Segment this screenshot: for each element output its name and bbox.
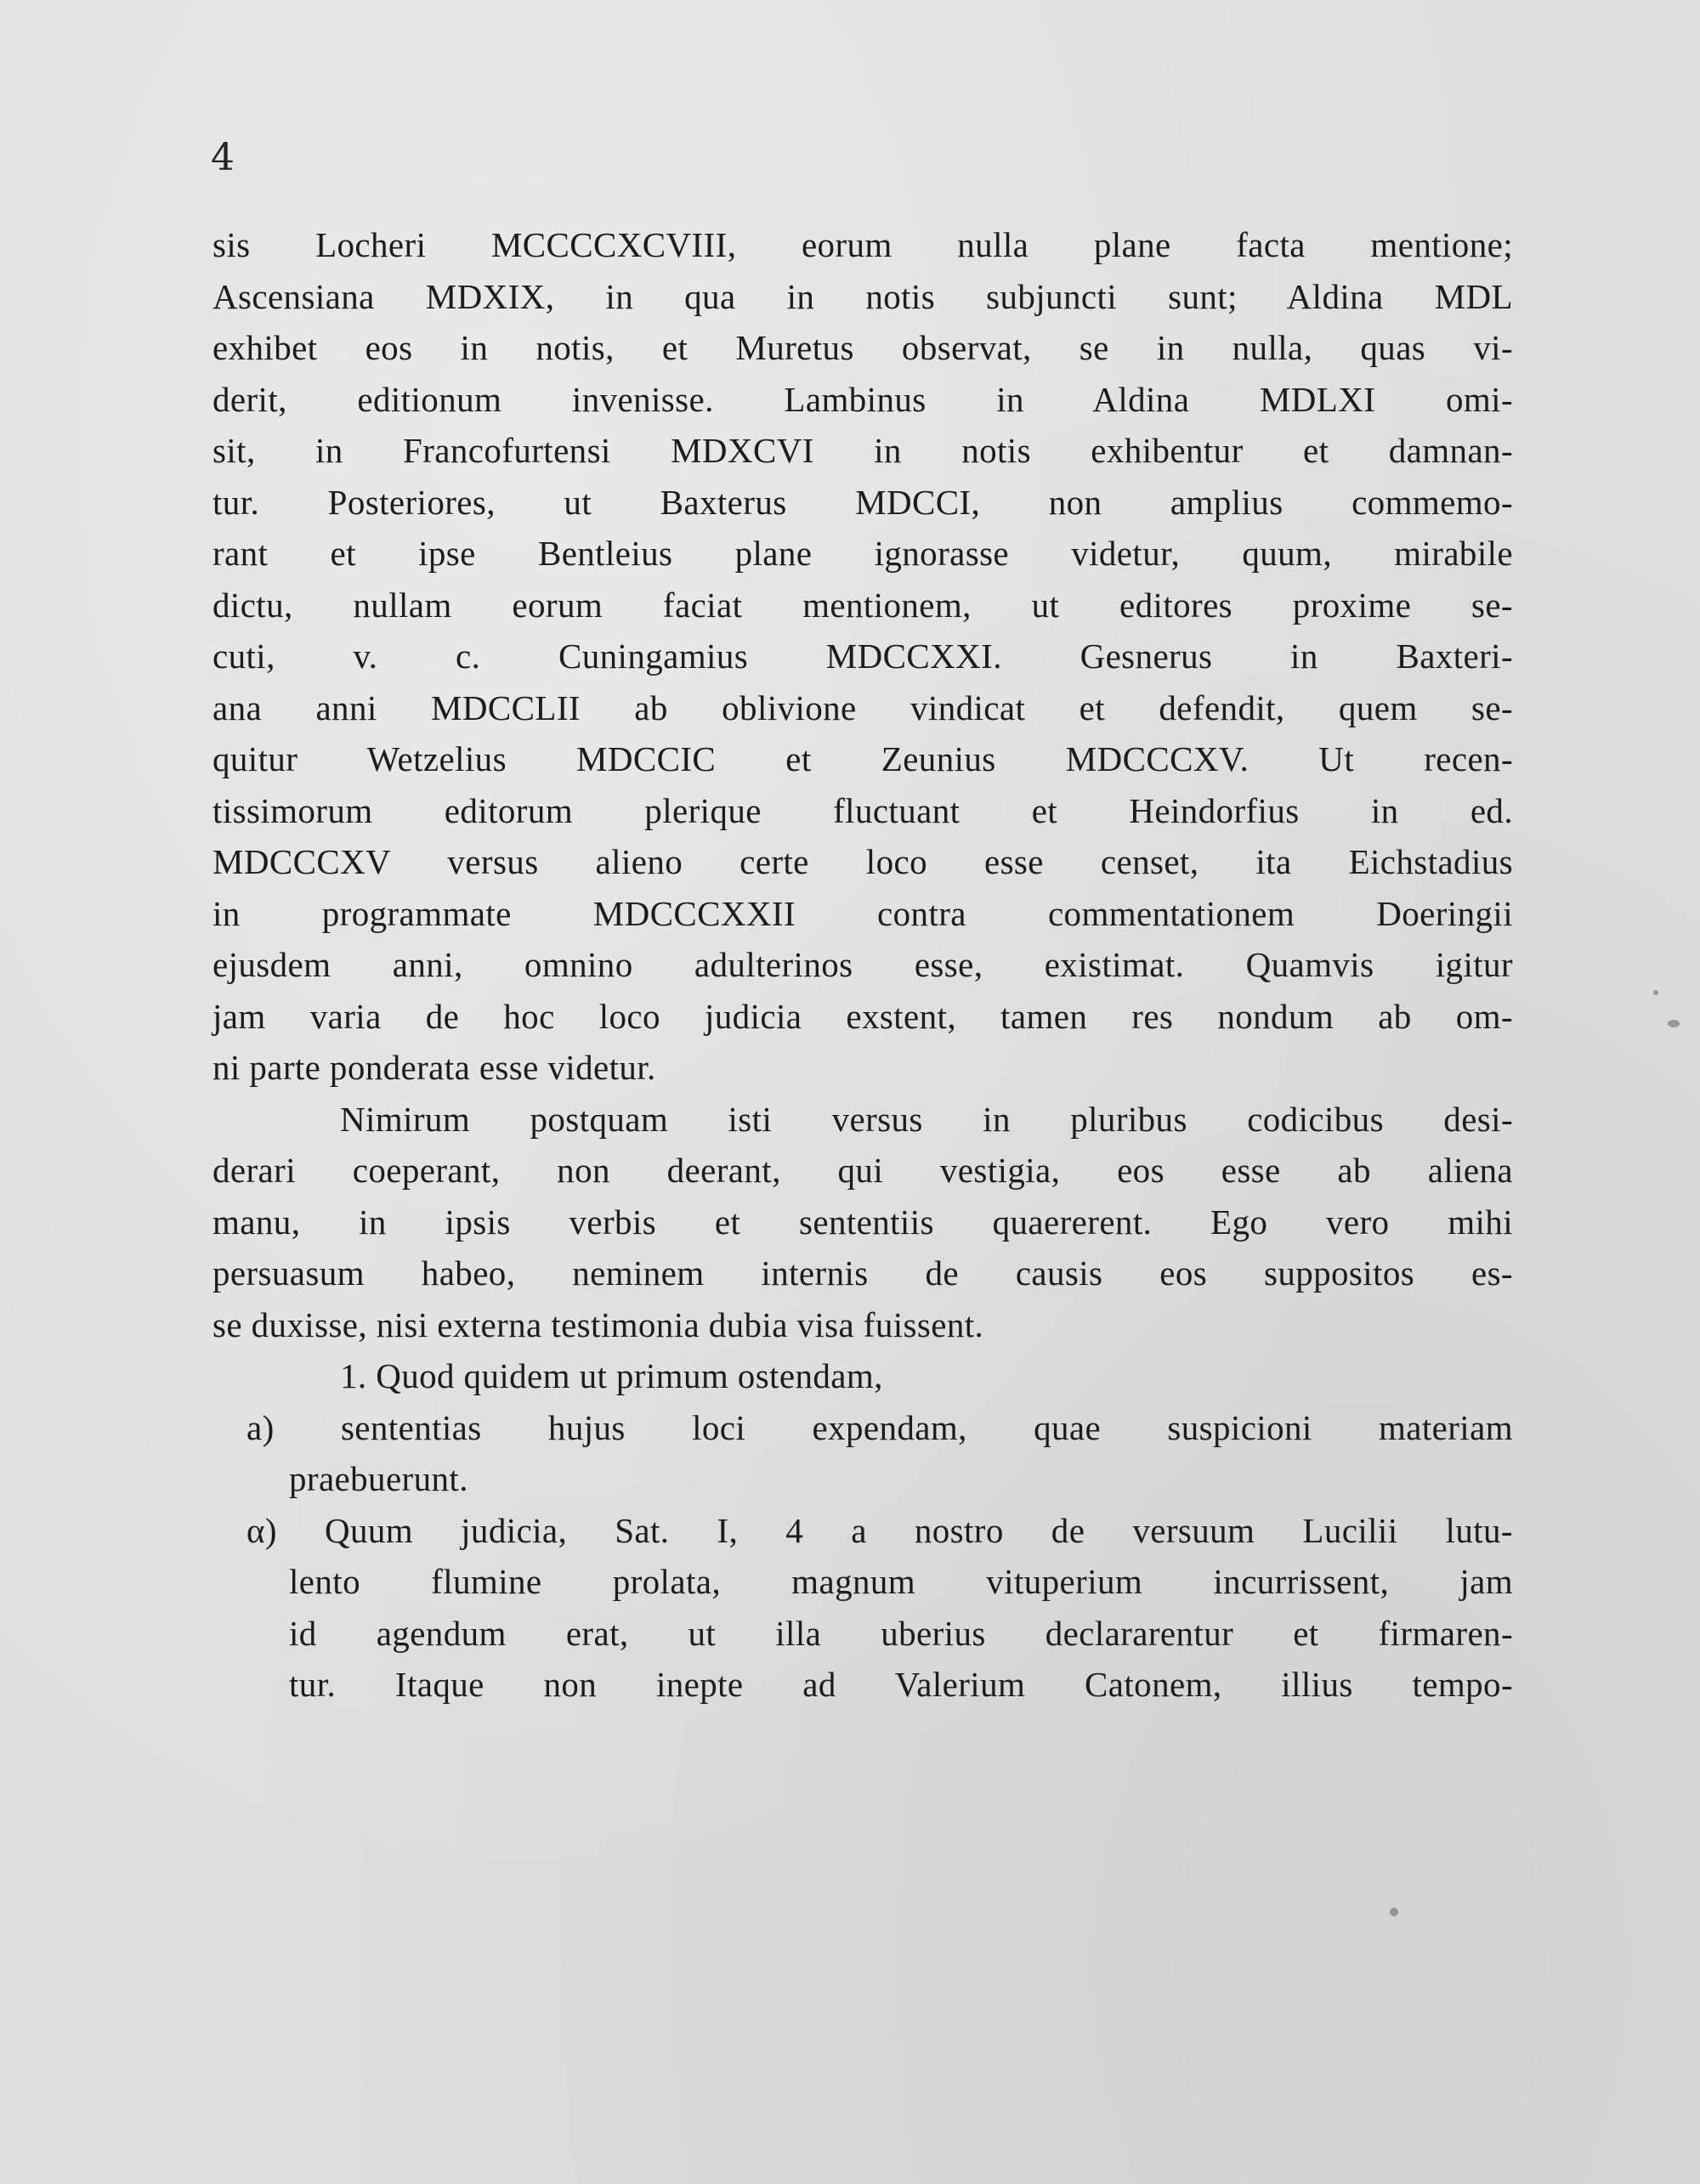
page-number: 4	[211, 136, 235, 179]
text-line: tur. Posteriores, ut Baxterus MDCCI, non amplius commemo-	[212, 482, 1513, 522]
paper-speck	[1390, 1908, 1398, 1916]
text-line: tur. Itaque non inepte ad Valerium Catonem, illius tempo-	[289, 1665, 1513, 1704]
text-line: exhibet eos in notis, et Muretus observat, se in nulla, quas vi-	[212, 328, 1513, 367]
text-line: sis Locheri MCCCCXCVIII, eorum nulla plane facta mentione;	[212, 225, 1513, 264]
text-line: cuti, v. c. Cuningamius MDCCXXI. Gesnerus in Baxteri-	[212, 637, 1513, 676]
list-item: α) Quum judicia, Sat. I, 4 a nostro de versuum Lucilii lutu-	[246, 1510, 1513, 1550]
list-item: a) sententias hujus loci expendam, quae suspicioni materiam	[246, 1407, 1513, 1447]
text-line: quitur Wetzelius MDCCIC et Zeunius MDCCCXV. Ut recen-	[212, 739, 1513, 778]
text-line: derit, editionum invenisse. Lambinus in Aldina MDLXI omi-	[212, 379, 1513, 419]
text-line: ejusdem anni, omnino adulterinos esse, existimat. Quamvis igitur	[212, 945, 1513, 984]
text-line: sit, in Francofurtensi MDXCVI in notis exhibentur et damnan-	[212, 431, 1513, 470]
text-line: se duxisse, nisi externa testimonia dubia visa fuissent.	[212, 1304, 984, 1344]
text-line: rant et ipse Bentleius plane ignorasse videtur, quum, mirabile	[212, 534, 1513, 573]
list-heading: 1. Quod quidem ut primum ostendam,	[340, 1356, 883, 1395]
text-line: manu, in ipsis verbis et sententiis quaererent. Ego vero mihi	[212, 1202, 1513, 1242]
text-line: in programmate MDCCCXXII contra commentationem Doeringii	[212, 893, 1513, 933]
text-line: jam varia de hoc loco judicia exstent, tamen res nondum ab om-	[212, 996, 1513, 1036]
text-line: Ascensiana MDXIX, in qua in notis subjuncti sunt; Aldina MDL	[212, 276, 1513, 316]
body-text	[212, 219, 1513, 1711]
text-line: Nimirum postquam isti versus in pluribus codicibus desi-	[340, 1099, 1513, 1139]
text-line: ni parte ponderata esse videtur.	[212, 1048, 656, 1087]
text-line: derari coeperant, non deerant, qui vestigia, eos esse ab aliena	[212, 1151, 1513, 1190]
text-line: lento flumine prolata, magnum vituperium incurrissent, jam	[289, 1562, 1513, 1601]
text-line: tissimorum editorum plerique fluctuant et Heindorfius in ed.	[212, 790, 1513, 830]
text-line: id agendum erat, ut illa uberius declararentur et firmaren-	[289, 1613, 1513, 1653]
text-line: praebuerunt.	[289, 1459, 468, 1498]
text-line: ana anni MDCCLII ab oblivione vindicat et defendit, quem se-	[212, 687, 1513, 727]
paper-speck	[1668, 1020, 1680, 1027]
text-line: MDCCCXV versus alieno certe loco esse censet, ita Eichstadius	[212, 842, 1513, 881]
text-line: dictu, nullam eorum faciat mentionem, ut editores proxime se-	[212, 585, 1513, 625]
paper-speck	[1653, 990, 1658, 995]
text-line: persuasum habeo, neminem internis de causis eos suppositos es-	[212, 1253, 1513, 1293]
